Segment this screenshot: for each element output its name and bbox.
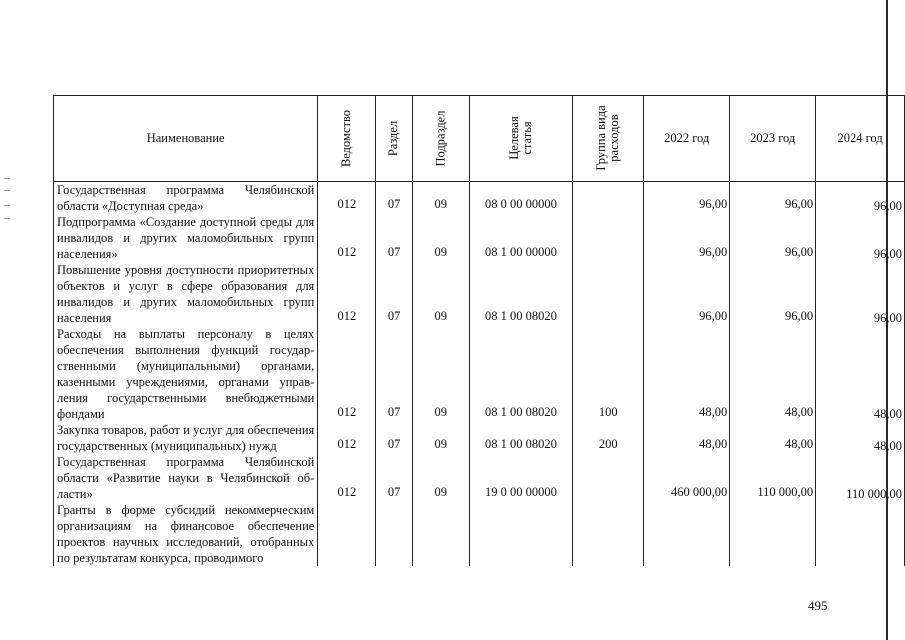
- row-gruppa: 100: [573, 326, 644, 422]
- header-gruppa-vida-rashodov: Группа вида расходов: [573, 96, 644, 182]
- margin-mark: [4, 178, 10, 179]
- row-podrazdel: [412, 502, 469, 566]
- table-row: [54, 326, 905, 422]
- header-celevaya-statya: Целевая статья: [469, 96, 573, 182]
- row-2023: 96,00: [730, 182, 816, 215]
- header-vedomstvo: Ведомство: [318, 96, 376, 182]
- row-2023: 110 000,00: [730, 454, 816, 502]
- row-2022: 48,00: [644, 422, 730, 454]
- row-vedomstvo: 012: [318, 326, 376, 422]
- row-podrazdel: 09: [412, 182, 469, 215]
- row-razdel: 07: [376, 422, 412, 454]
- row-2022: 96,00: [644, 214, 730, 262]
- row-name: Закупка товаров, работ и услуг для обеспечения государственных (муниципальных) нужд: [54, 422, 318, 454]
- page-number: 495: [808, 598, 828, 613]
- row-gruppa: [573, 454, 644, 502]
- row-gruppa: 200: [573, 422, 644, 454]
- table-row: [54, 422, 905, 454]
- row-2022: 460 000,00: [644, 454, 730, 502]
- row-razdel: 07: [376, 326, 412, 422]
- table-row: [54, 182, 905, 215]
- margin-mark: [4, 205, 10, 206]
- row-vedomstvo: 012: [318, 454, 376, 502]
- row-celevaya-statya: 08 1 00 08020: [469, 262, 573, 326]
- row-2023: 96,00: [730, 214, 816, 262]
- row-razdel: 07: [376, 214, 412, 262]
- row-celevaya-statya: [469, 502, 573, 566]
- row-gruppa: [573, 262, 644, 326]
- row-razdel: [376, 502, 412, 566]
- row-2024: 96,00: [816, 182, 905, 215]
- row-2023: [730, 502, 816, 566]
- margin-mark: [4, 190, 10, 191]
- row-celevaya-statya: 08 1 00 08020: [469, 422, 573, 454]
- header-podrazdel: Подраздел: [412, 96, 469, 182]
- row-2024: 96,00: [816, 214, 905, 262]
- row-2022: 96,00: [644, 262, 730, 326]
- header-razdel: Раздел: [376, 96, 412, 182]
- row-vedomstvo: 012: [318, 214, 376, 262]
- row-podrazdel: 09: [412, 214, 469, 262]
- budget-table: [53, 95, 905, 566]
- row-celevaya-statya: 19 0 00 00000: [469, 454, 573, 502]
- table-row: [54, 454, 905, 502]
- row-vedomstvo: [318, 502, 376, 566]
- row-name: Государственная программа Челябинской области «Доступная среда»: [54, 182, 318, 215]
- row-2024: 48,00: [816, 422, 905, 454]
- table-row: [54, 262, 905, 326]
- row-name: Гранты в форме субсидий некоммерческим организациям на финансовое обеспечение проектов научных исследований, отобранных по результатам конкурса, проводимого: [54, 502, 318, 566]
- row-vedomstvo: 012: [318, 182, 376, 215]
- row-podrazdel: 09: [412, 262, 469, 326]
- margin-mark: [4, 218, 10, 219]
- header-2022: 2022 год: [644, 96, 730, 182]
- row-celevaya-statya: 08 1 00 08020: [469, 326, 573, 422]
- header-2024: 2024 год: [816, 96, 905, 182]
- row-podrazdel: 09: [412, 326, 469, 422]
- row-gruppa: [573, 214, 644, 262]
- row-podrazdel: 09: [412, 454, 469, 502]
- row-2023: 48,00: [730, 422, 816, 454]
- row-2024: 110 000,00: [816, 454, 905, 502]
- row-2023: 96,00: [730, 262, 816, 326]
- row-celevaya-statya: 08 0 00 00000: [469, 182, 573, 215]
- row-2022: [644, 502, 730, 566]
- row-name: Повышение уровня доступности приоритетных объектов и услуг в сфере образования для инвалидов и других маломобильных групп населения: [54, 262, 318, 326]
- header-2023: 2023 год: [730, 96, 816, 182]
- row-gruppa: [573, 502, 644, 566]
- table-row: [54, 502, 905, 566]
- row-razdel: 07: [376, 454, 412, 502]
- row-name: Подпрограмма «Создание доступной среды для инвалидов и других маломобильных групп населения»: [54, 214, 318, 262]
- table-row: [54, 214, 905, 262]
- row-2024: 96,00: [816, 262, 905, 326]
- row-vedomstvo: 012: [318, 422, 376, 454]
- header-name: Наименование: [54, 96, 318, 182]
- row-podrazdel: 09: [412, 422, 469, 454]
- table-header-row: [54, 96, 905, 182]
- row-2022: 96,00: [644, 182, 730, 215]
- row-razdel: 07: [376, 182, 412, 215]
- row-vedomstvo: 012: [318, 262, 376, 326]
- row-gruppa: [573, 182, 644, 215]
- row-name: Расходы на выплаты персоналу в целях обеспечения выполнения функций государственными (муниципальными) органами, казенными учреждениями, органами управления государственными внебюджетными фондами: [54, 326, 318, 422]
- row-celevaya-statya: 08 1 00 00000: [469, 214, 573, 262]
- row-name: Государственная программа Челябинской области «Развитие науки в Челябинской области»: [54, 454, 318, 502]
- row-razdel: 07: [376, 262, 412, 326]
- row-2024: 48,00: [816, 326, 905, 422]
- row-2024: [816, 502, 905, 566]
- row-2022: 48,00: [644, 326, 730, 422]
- row-2023: 48,00: [730, 326, 816, 422]
